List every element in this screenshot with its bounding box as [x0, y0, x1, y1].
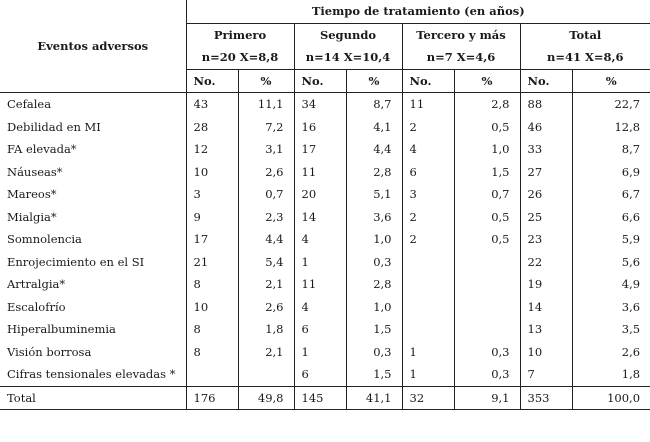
- total-cell-no: 32: [402, 386, 454, 410]
- cell-pct: 0,3: [346, 341, 402, 364]
- cell-no: 26: [520, 183, 572, 206]
- cell-pct: 7,2: [238, 116, 294, 139]
- group-stats-total: n=41 X=8,6: [520, 46, 650, 69]
- table-row: [0, 363, 650, 386]
- cell-pct: [454, 273, 520, 296]
- cell-no: 13: [520, 318, 572, 341]
- cell-pct: 4,1: [346, 116, 402, 139]
- cell-no: [402, 251, 454, 274]
- cell-pct: 0,3: [454, 363, 520, 386]
- cell-pct: 1,5: [454, 161, 520, 184]
- col-header-pct: %: [346, 69, 402, 93]
- cell-pct: 6,7: [572, 183, 650, 206]
- cell-pct: 6,9: [572, 161, 650, 184]
- cell-pct: 12,8: [572, 116, 650, 139]
- cell-no: 27: [520, 161, 572, 184]
- cell-no: 2: [402, 116, 454, 139]
- cell-no: 2: [402, 206, 454, 229]
- cell-no: 14: [520, 296, 572, 319]
- cell-no: 8: [186, 318, 238, 341]
- col-header-no: No.: [520, 69, 572, 93]
- cell-pct: [454, 296, 520, 319]
- cell-no: 10: [186, 296, 238, 319]
- cell-no: 11: [294, 273, 346, 296]
- cell-pct: 1,8: [572, 363, 650, 386]
- cell-no: 4: [294, 296, 346, 319]
- group-title: Tiempo de tratamiento (en años): [186, 0, 650, 23]
- table-row: [0, 251, 650, 274]
- total-cell-no: 145: [294, 386, 346, 410]
- cell-pct: 5,1: [346, 183, 402, 206]
- cell-pct: 3,6: [572, 296, 650, 319]
- cell-pct: 5,9: [572, 228, 650, 251]
- cell-pct: 2,8: [346, 273, 402, 296]
- total-cell-pct: 9,1: [454, 386, 520, 410]
- table-row: [0, 318, 650, 341]
- event-label: Enrojecimiento en el SI: [0, 251, 186, 274]
- cell-no: 8: [186, 273, 238, 296]
- cell-pct: [454, 251, 520, 274]
- cell-pct: 0,3: [454, 341, 520, 364]
- cell-pct: 2,8: [454, 93, 520, 116]
- row-label-header: Eventos adversos: [0, 0, 186, 93]
- group-name-primero: Primero: [186, 23, 294, 46]
- cell-no: 2: [402, 228, 454, 251]
- cell-no: 4: [294, 228, 346, 251]
- cell-pct: 3,6: [346, 206, 402, 229]
- total-cell-pct: 100,0: [572, 386, 650, 410]
- cell-pct: 0,5: [454, 228, 520, 251]
- cell-pct: 3,5: [572, 318, 650, 341]
- event-label: Artralgia*: [0, 273, 186, 296]
- cell-pct: 2,6: [238, 296, 294, 319]
- cell-no: 17: [186, 228, 238, 251]
- cell-no: 10: [186, 161, 238, 184]
- group-name-total: Total: [520, 23, 650, 46]
- cell-no: 4: [402, 138, 454, 161]
- cell-no: 17: [294, 138, 346, 161]
- total-cell-pct: 49,8: [238, 386, 294, 410]
- cell-no: 23: [520, 228, 572, 251]
- cell-no: 11: [294, 161, 346, 184]
- cell-pct: 3,1: [238, 138, 294, 161]
- cell-no: [186, 363, 238, 386]
- col-header-no: No.: [402, 69, 454, 93]
- cell-no: 43: [186, 93, 238, 116]
- table-row: [0, 206, 650, 229]
- cell-pct: 5,6: [572, 251, 650, 274]
- cell-no: 28: [186, 116, 238, 139]
- cell-pct: 0,7: [238, 183, 294, 206]
- cell-pct: 2,1: [238, 273, 294, 296]
- cell-no: 33: [520, 138, 572, 161]
- table-row: [0, 183, 650, 206]
- group-name-tercero: Tercero y más: [402, 23, 520, 46]
- cell-pct: 0,5: [454, 116, 520, 139]
- event-label: FA elevada*: [0, 138, 186, 161]
- table-row: [0, 116, 650, 139]
- col-header-pct: %: [572, 69, 650, 93]
- event-label: Mialgia*: [0, 206, 186, 229]
- cell-no: 20: [294, 183, 346, 206]
- cell-pct: 1,0: [346, 296, 402, 319]
- cell-pct: [454, 318, 520, 341]
- cell-pct: 2,6: [238, 161, 294, 184]
- table-row: [0, 341, 650, 364]
- table-row: [0, 273, 650, 296]
- event-label: Náuseas*: [0, 161, 186, 184]
- cell-no: 16: [294, 116, 346, 139]
- cell-no: 1: [402, 363, 454, 386]
- cell-no: 88: [520, 93, 572, 116]
- group-stats-tercero: n=7 X=4,6: [402, 46, 520, 69]
- cell-pct: 1,8: [238, 318, 294, 341]
- total-cell-pct: 41,1: [346, 386, 402, 410]
- cell-no: 11: [402, 93, 454, 116]
- cell-pct: 11,1: [238, 93, 294, 116]
- cell-no: 1: [294, 251, 346, 274]
- cell-no: 22: [520, 251, 572, 274]
- group-stats-segundo: n=14 X=10,4: [294, 46, 402, 69]
- cell-pct: 0,5: [454, 206, 520, 229]
- event-label: Escalofrío: [0, 296, 186, 319]
- cell-pct: 0,7: [454, 183, 520, 206]
- table-row: [0, 228, 650, 251]
- cell-pct: 1,5: [346, 318, 402, 341]
- cell-pct: 5,4: [238, 251, 294, 274]
- cell-pct: 2,6: [572, 341, 650, 364]
- cell-pct: 8,7: [572, 138, 650, 161]
- cell-no: 3: [402, 183, 454, 206]
- cell-pct: 8,7: [346, 93, 402, 116]
- cell-no: 14: [294, 206, 346, 229]
- group-stats-primero: n=20 X=8,8: [186, 46, 294, 69]
- cell-pct: 0,3: [346, 251, 402, 274]
- col-header-no: No.: [294, 69, 346, 93]
- cell-no: 34: [294, 93, 346, 116]
- cell-pct: 1,0: [454, 138, 520, 161]
- event-label: Cifras tensionales elevadas *: [0, 363, 186, 386]
- cell-pct: 4,4: [346, 138, 402, 161]
- cell-no: 6: [402, 161, 454, 184]
- cell-pct: [238, 363, 294, 386]
- cell-no: 6: [294, 363, 346, 386]
- table-row: [0, 93, 650, 116]
- cell-no: 12: [186, 138, 238, 161]
- cell-no: 21: [186, 251, 238, 274]
- total-row: [0, 386, 650, 410]
- cell-no: 10: [520, 341, 572, 364]
- cell-pct: 2,1: [238, 341, 294, 364]
- event-label: Somnolencia: [0, 228, 186, 251]
- total-cell-no: 176: [186, 386, 238, 410]
- cell-pct: 1,5: [346, 363, 402, 386]
- cell-pct: 4,4: [238, 228, 294, 251]
- event-label: Visión borrosa: [0, 341, 186, 364]
- cell-no: 1: [294, 341, 346, 364]
- col-header-no: No.: [186, 69, 238, 93]
- cell-pct: 22,7: [572, 93, 650, 116]
- event-label: Mareos*: [0, 183, 186, 206]
- cell-pct: 6,6: [572, 206, 650, 229]
- event-label: Debilidad en MI: [0, 116, 186, 139]
- cell-no: [402, 273, 454, 296]
- cell-no: 7: [520, 363, 572, 386]
- table-row: [0, 138, 650, 161]
- cell-no: 9: [186, 206, 238, 229]
- cell-pct: 2,8: [346, 161, 402, 184]
- cell-no: 8: [186, 341, 238, 364]
- cell-no: 6: [294, 318, 346, 341]
- cell-no: 1: [402, 341, 454, 364]
- cell-no: 19: [520, 273, 572, 296]
- table-row: [0, 161, 650, 184]
- event-label: Cefalea: [0, 93, 186, 116]
- table-row: [0, 296, 650, 319]
- cell-no: 3: [186, 183, 238, 206]
- cell-pct: 4,9: [572, 273, 650, 296]
- event-label: Hiperalbuminemia: [0, 318, 186, 341]
- cell-pct: 1,0: [346, 228, 402, 251]
- col-header-pct: %: [454, 69, 520, 93]
- cell-pct: 2,3: [238, 206, 294, 229]
- cell-no: 25: [520, 206, 572, 229]
- group-name-segundo: Segundo: [294, 23, 402, 46]
- total-cell-no: 353: [520, 386, 572, 410]
- header-row-title: [0, 0, 650, 23]
- total-label: Total: [0, 386, 186, 410]
- cell-no: 46: [520, 116, 572, 139]
- col-header-pct: %: [238, 69, 294, 93]
- cell-no: [402, 318, 454, 341]
- cell-no: [402, 296, 454, 319]
